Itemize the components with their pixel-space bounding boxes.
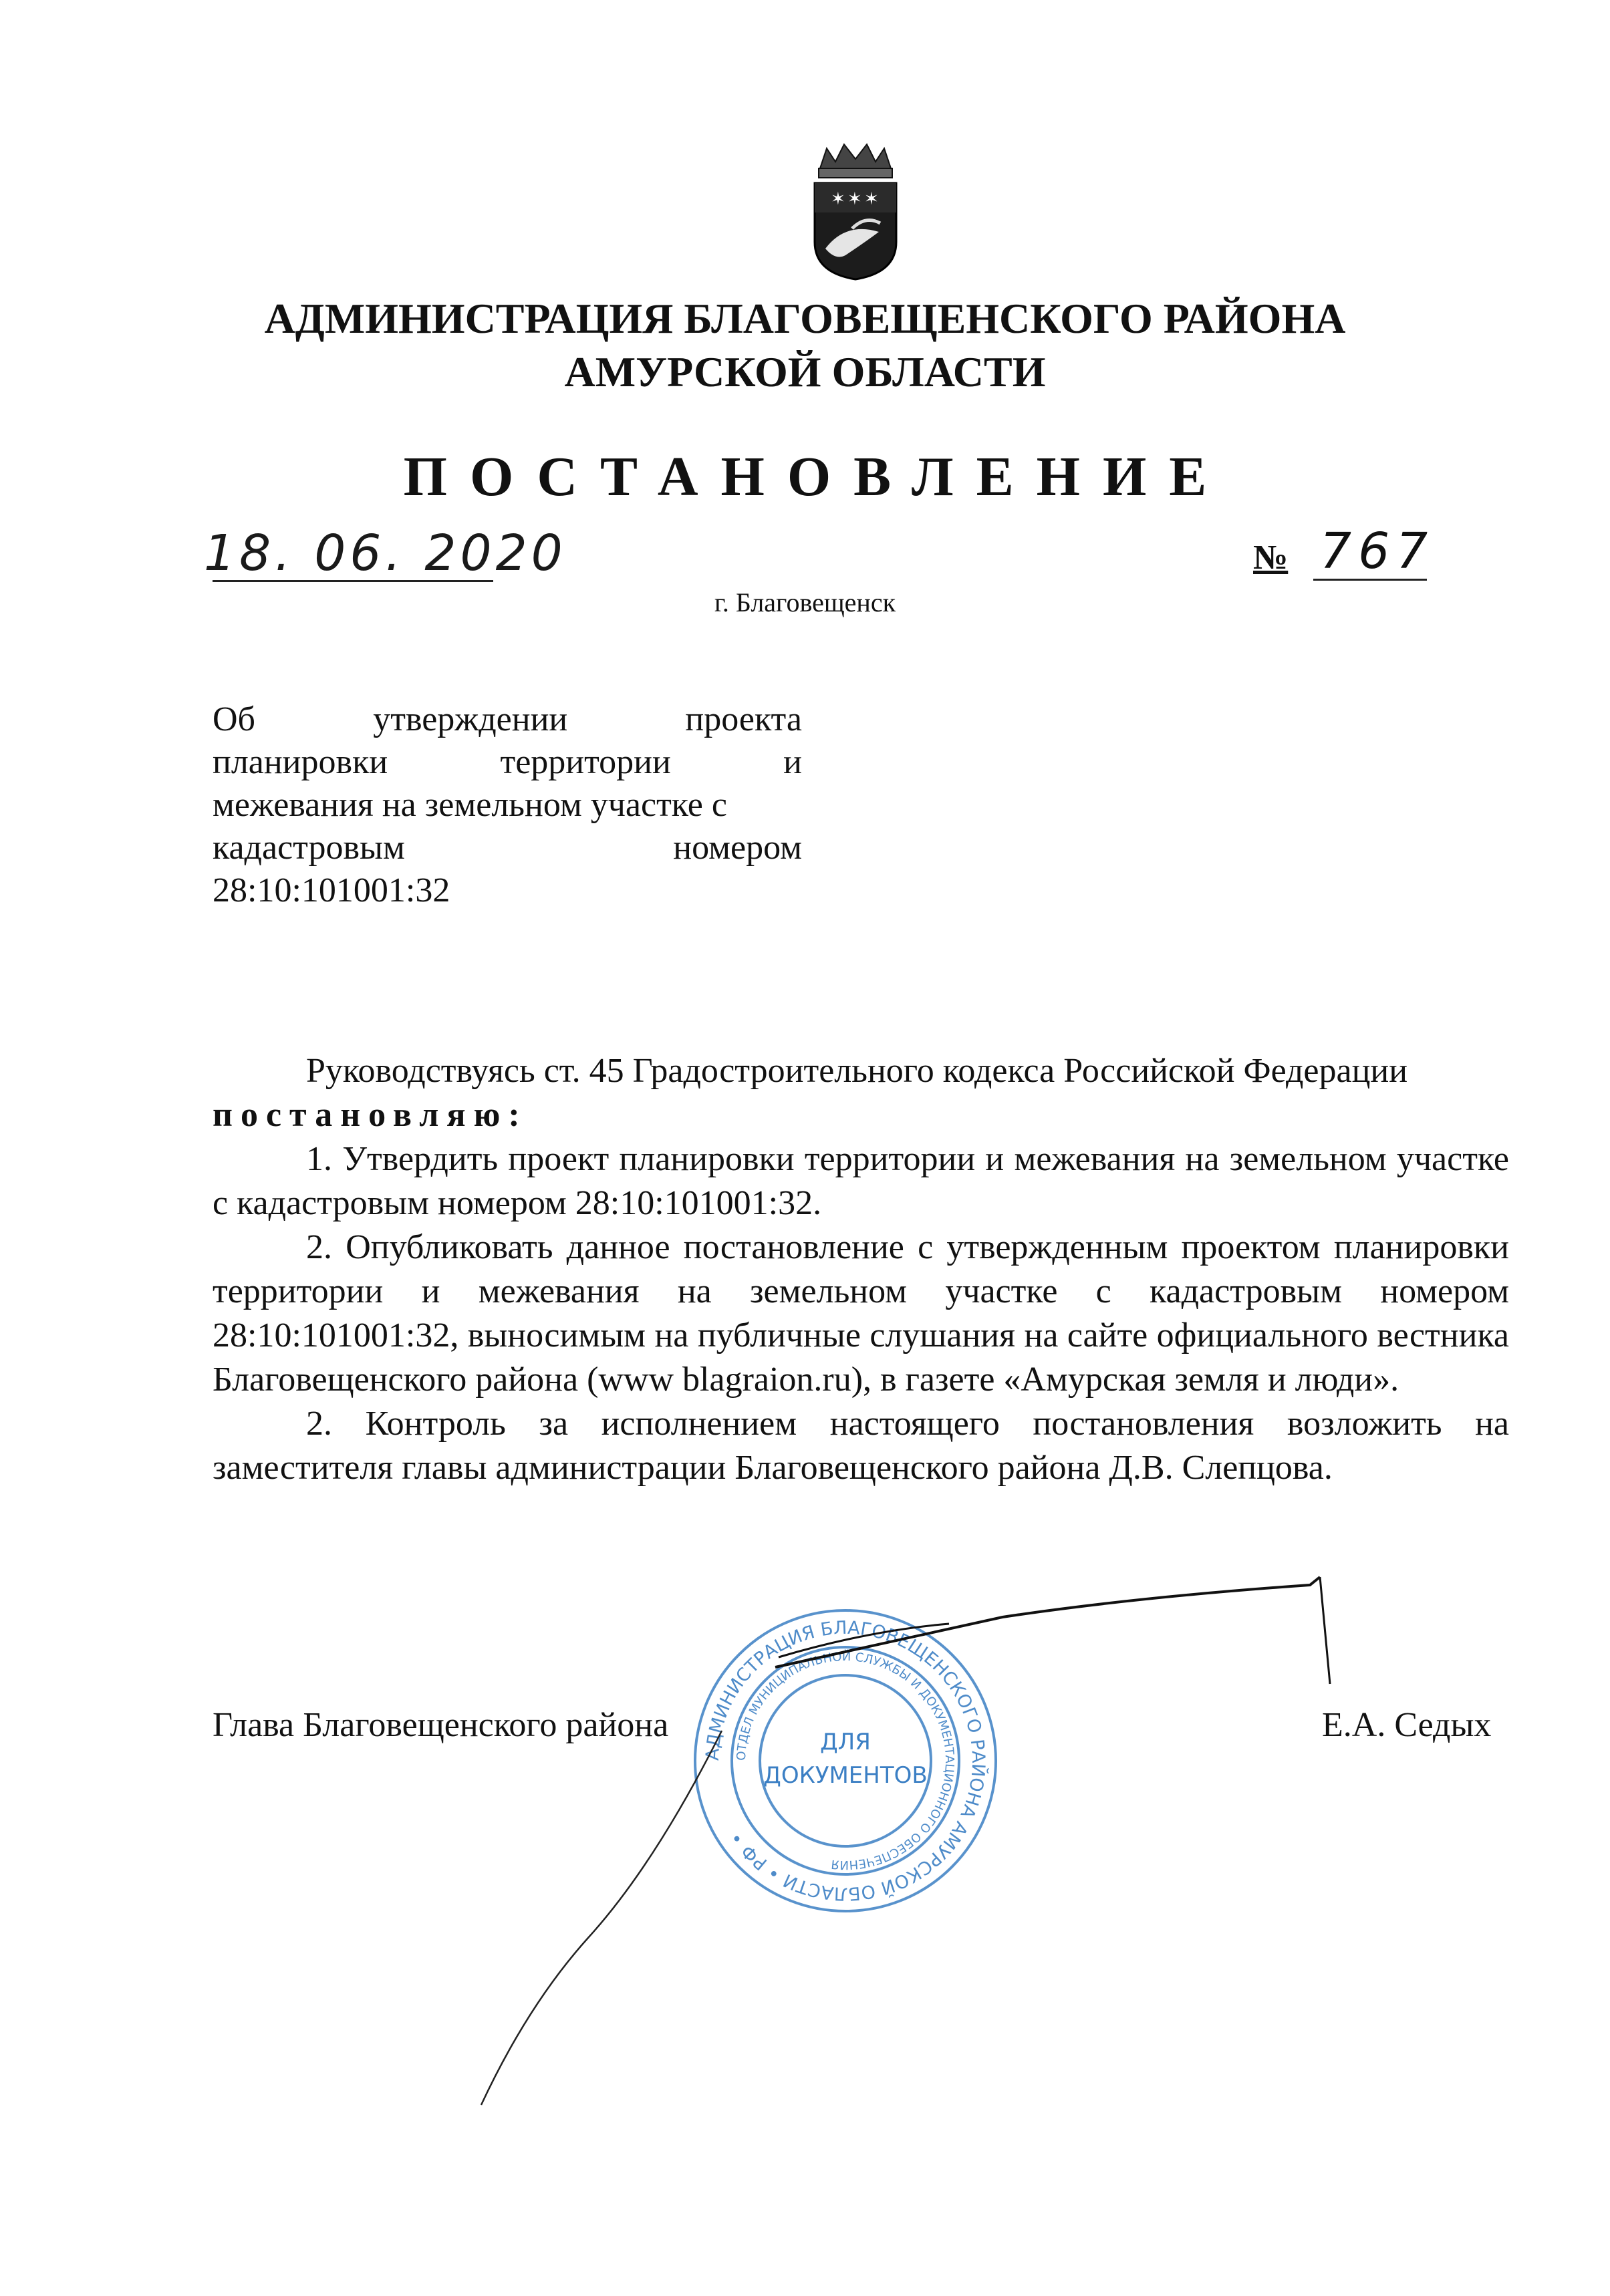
document-subject (213, 698, 802, 912)
signatory-name: Е.А. Седых (1322, 1706, 1492, 1744)
coat-of-arms-icon (805, 142, 906, 282)
subject-line: межевания на земельном участке с (213, 786, 727, 824)
org-name-line1: АДМИНИСТРАЦИЯ БЛАГОВЕЩЕНСКОГО РАЙОНА (264, 295, 1346, 342)
document-type-title: ПОСТАНОВЛЕНИЕ (403, 446, 1230, 508)
body-item-1: 1. Утвердить проект планировки территории и межевания на земельном участке с кадастровым номером 28:10:101001:32. (213, 1140, 1509, 1222)
city-name: г. Благовещенск (714, 587, 896, 617)
official-stamp (688, 1604, 1002, 1918)
body-intro: Руководствуясь ст. 45 Градостроительного кодекса Российской Федерации (306, 1052, 1408, 1090)
number-underline (1313, 579, 1427, 581)
number-sign: № (1253, 539, 1289, 577)
body-item-3: 2. Контроль за исполнением настоящего постановления возложить на заместителя главы администрации Благовещенского района Д.В. Слепцова. (213, 1405, 1509, 1487)
org-name-line2: АМУРСКОЙ ОБЛАСТИ (564, 348, 1046, 396)
svg-text:✶: ✶ (864, 189, 879, 209)
svg-text:✶: ✶ (847, 189, 862, 209)
stamp-ring-text: АДМИНИСТРАЦИЯ БЛАГОВЕЩЕНСКОГО РАЙОНА АМУРСКОЙ ОБЛАСТИ • РФ • (702, 1617, 989, 1904)
stamp-center-line2: ДОКУМЕНТОВ (763, 1762, 928, 1789)
subject-line: кадастровым номером (213, 829, 802, 867)
stamp-center-line1: ДЛЯ (820, 1729, 871, 1755)
svg-text:✶: ✶ (831, 189, 845, 209)
signatory-position: Глава Благовещенского района (213, 1706, 669, 1744)
body-item-2: 2. Опубликовать данное постановление с утвержденным проектом планировки территории и межевания на земельном участке с кадастровым номером 28:10:101001:32, выносимым на публичные слушания на сайте официального вестника Благовещенского района (www blagraion.ru), в газете «Амурская земля и люди». (213, 1228, 1509, 1399)
subject-line: планировки территории и (213, 743, 802, 781)
stamp-inner-ring-text: ОТДЕЛ МУНИЦИПАЛЬНОЙ СЛУЖБЫ И ДОКУМЕНТАЦИОННОГО ОБЕСПЕЧЕНИЯ (734, 1649, 957, 1872)
subject-line: 28:10:101001:32 (213, 871, 450, 909)
decree-word: постановляю: (213, 1096, 528, 1134)
document-body (213, 1049, 1509, 1490)
date-underline (213, 580, 493, 582)
subject-line: Об утверждении проекта (213, 700, 802, 738)
document-date: 18. 06. 2020 (204, 525, 567, 582)
document-number: 767 (1320, 523, 1435, 580)
